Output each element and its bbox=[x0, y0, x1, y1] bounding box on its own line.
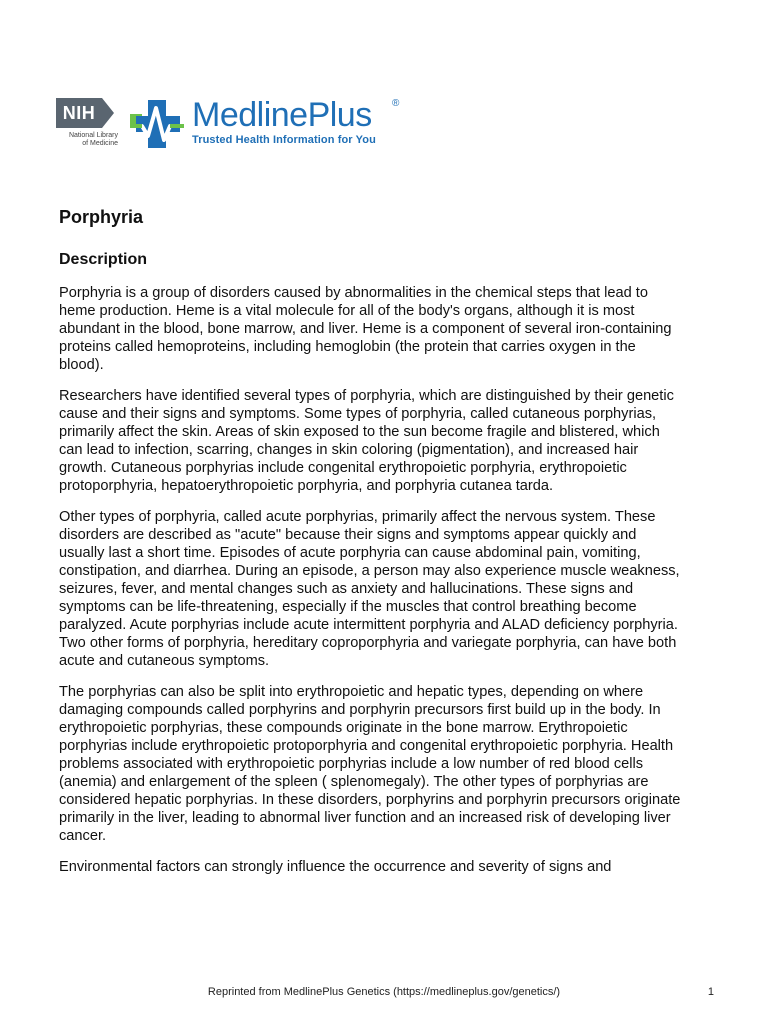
section-heading-description: Description bbox=[59, 251, 148, 268]
header-logos bbox=[56, 96, 416, 156]
page-title: Porphyria bbox=[59, 207, 144, 227]
paragraph-2: Researchers have identified several types of porphyria, which are distinguished by their genetic cause and their signs and symptoms. Some types of porphyria, called cutaneous porphyrias, primarily affect the skin. Areas of skin exposed to the sun become fragile and blistered, which can lead to infection, scarring, changes in skin coloring (pigmentation), and increased hair growth. Cutaneous porphyrias include congenital erythropoietic porphyria, erythropoietic protoporphyria, hepatoerythropoietic porphyria, and porphyria cutanea tarda. bbox=[59, 388, 674, 494]
medlineplus-wordmark: MedlinePlus bbox=[192, 96, 372, 134]
nih-arrow-icon bbox=[102, 98, 114, 128]
medlineplus-mark-icon bbox=[128, 96, 186, 152]
article-content bbox=[59, 206, 683, 889]
nih-logo-label: NIH bbox=[56, 98, 102, 128]
paragraph-4: The porphyrias can also be split into erythropoietic and hepatic types, depending on where damaging compounds called porphyrins and porphyrin precursors first build up in the body. In erythropoietic porphyrias, these compounds originate in the bone marrow. Erythropoietic porphyrias include erythropoietic protoporphyria and congenital erythropoietic porphyria. Health problems associated with erythropoietic porphyrias include a low number of red blood cells (anemia) and enlargement of the spleen ( splenomegaly). The other types of porphyrias are considered hepatic porphyrias. In these disorders, porphyrins and porphyrin precursors originate primarily in the liver, leading to abnormal liver function and an increased risk of developing liver cancer. bbox=[59, 684, 681, 844]
medlineplus-tagline: Trusted Health Information for You bbox=[192, 134, 376, 146]
nih-logo bbox=[56, 96, 118, 158]
paragraph-1: Porphyria is a group of disorders caused by abnormalities in the chemical steps that lead to heme production. Heme is a vital molecule for all of the body's organs, although it is most abundant in the blood, bone marrow, and liver. Heme is a component of several iron-containing proteins called hemoproteins, including hemoglobin (the protein that carries oxygen in the blood). bbox=[59, 285, 672, 373]
paragraph-5: Environmental factors can strongly influence the occurrence and severity of signs and bbox=[59, 859, 612, 875]
footer-reprint-text: Reprinted from MedlinePlus Genetics (https://medlineplus.gov/genetics/) bbox=[207, 986, 561, 998]
nih-caption bbox=[56, 132, 118, 148]
paragraph-3: Other types of porphyria, called acute porphyrias, primarily affect the nervous system. These disorders are described as "acute" because their signs and symptoms appear quickly and usually last a short time. Episodes of acute porphyria can cause abdominal pain, vomiting, constipation, and diarrhea. During an episode, a person may also experience muscle weakness, seizures, fever, and mental changes such as anxiety and hallucinations. These signs and symptoms can be life-threatening, especially if the muscles that control breathing become paralyzed. Acute porphyrias include acute intermittent porphyria and ALAD deficiency porphyria. Two other forms of porphyria, hereditary coproporphyria and variegate porphyria, can have both acute and cutaneous symptoms. bbox=[59, 509, 680, 669]
nih-caption-line1: National Library bbox=[68, 132, 118, 139]
page-number: 1 bbox=[707, 986, 714, 998]
registered-mark: ® bbox=[392, 98, 400, 109]
nih-caption-line2: of Medicine bbox=[82, 140, 118, 147]
